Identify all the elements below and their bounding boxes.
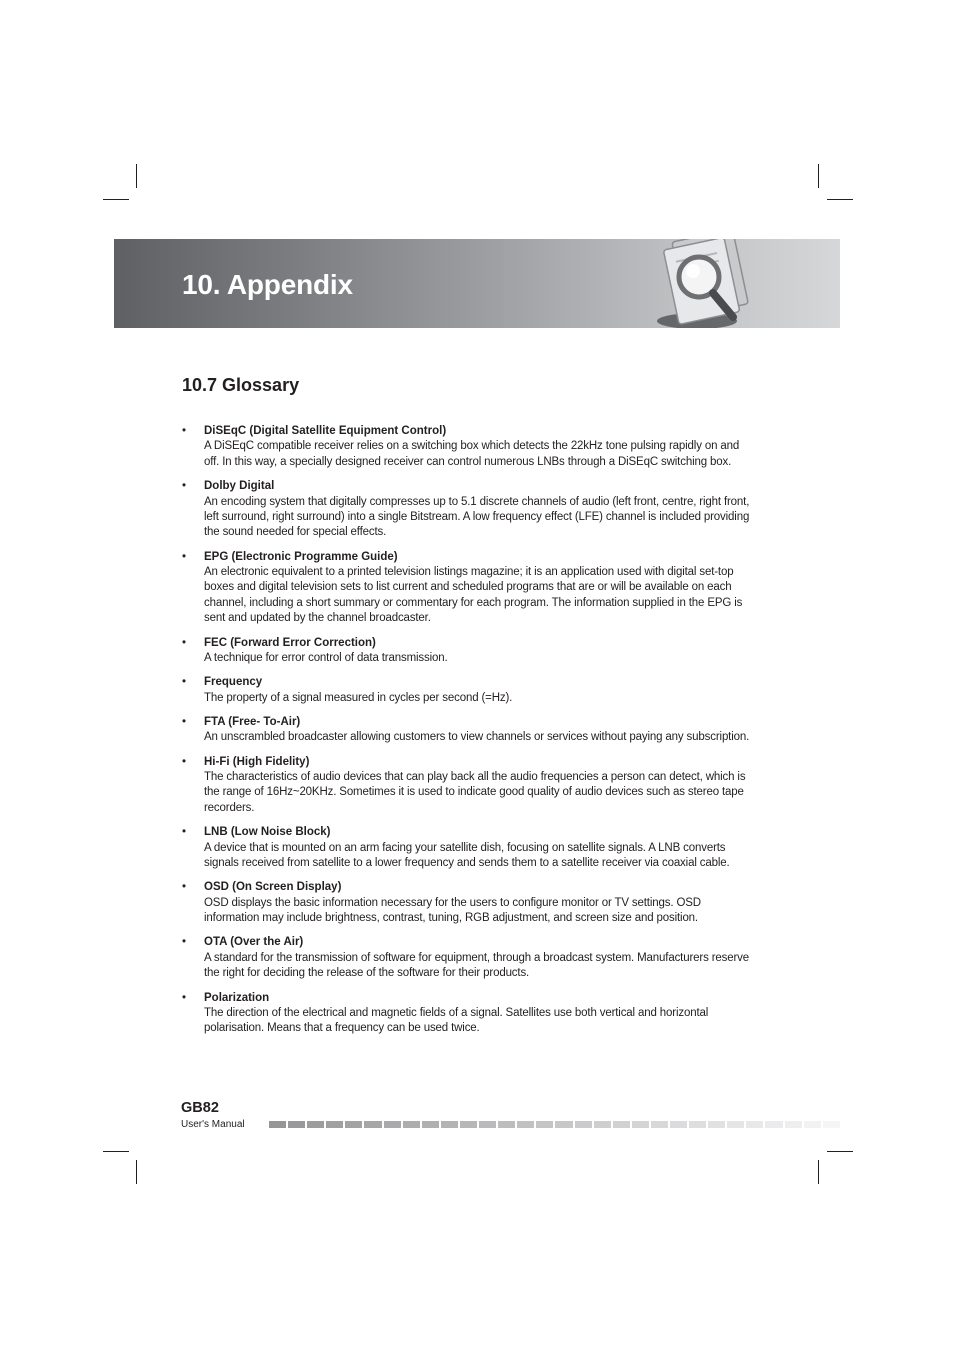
footer-bar-segment [689,1121,706,1128]
footer-bar-segment [651,1121,668,1128]
glossary-definition: An unscrambled broadcaster allowing customers to view channels or services without paying any subscription. [204,731,750,744]
footer-bar-segment [403,1121,420,1128]
glossary-item [182,825,754,871]
glossary-definition: The characteristics of audio devices that can play back all the audio frequencies a person can detect, which is the range of 16Hz~20KHz. Sometimes it is used to indicate good quality of audio devices such as stereo tape recorders. [204,771,746,814]
footer-bar-segment [555,1121,572,1128]
crop-mark [827,199,853,200]
glossary-definition: An electronic equivalent to a printed television listings magazine; it is an application used with digital set-top boxes and digital television sets to list current and scheduled programs that are or will be available on each channel, including a short summary or commentary for each program. The information supplied in the EPG is sent and updated by the channel broadcaster. [204,566,743,625]
crop-mark [827,1151,853,1152]
footer-bar-segment [517,1121,534,1128]
glossary-definition: The direction of the electrical and magnetic fields of a signal. Satellites use both vertical and horizontal polarisation. Means that a frequency can be used twice. [204,1006,709,1035]
bullet: • [182,550,187,563]
footer-bar-segment [632,1121,649,1128]
glossary-term: Hi-Fi (High Fidelity) [204,755,310,768]
glossary-definition: The property of a signal measured in cycles per second (=Hz). [204,691,513,704]
glossary-definition: A technique for error control of data transmission. [204,651,448,664]
glossary-item [182,991,754,1037]
footer-bar-segment [269,1121,286,1128]
bullet: • [182,715,187,728]
footer-bar-segment [575,1121,592,1128]
bullet: • [182,480,187,493]
chapter-title: 10. Appendix [182,269,353,300]
bullet: • [182,755,187,768]
bullet: • [182,881,187,894]
glossary-definition: A device that is mounted on an arm facing your satellite dish, focusing on satellite signals. A LNB converts signals received from satellite to a lower frequency and sends them to a satellite receiver via coaxial cable. [204,841,730,869]
footer-bar-segment [536,1121,553,1128]
bullet: • [182,636,187,649]
footer-bar-segment [441,1121,458,1128]
glossary-term: FTA (Free- To-Air) [204,715,301,728]
glossary-term: LNB (Low Noise Block) [204,826,331,839]
bullet: • [182,936,187,949]
footer-bar-segment [345,1121,362,1128]
glossary-term: Polarization [204,991,270,1004]
glossary-item [182,755,754,817]
glossary-definition: A DiSEqC compatible receiver relies on a switching box which detects the 22kHz tone pulsing rapidly on and off. In this way, a specially designed receiver can control numerous LNBs through a DiSEqC switching box. [204,440,740,468]
footer-bar-segment [364,1121,381,1128]
bullet: • [182,425,187,437]
glossary-item [182,935,754,981]
crop-mark [818,1160,819,1184]
crop-mark [818,164,819,188]
glossary-term: FEC (Forward Error Correction) [204,636,376,649]
glossary-term: Frequency [204,676,263,689]
footer-gradient-bar [269,1121,840,1128]
footer-bar-segment [765,1121,782,1128]
footer-bar-segment [460,1121,477,1128]
glossary-item [182,424,754,470]
bullet: • [182,991,187,1004]
footer-bar-segment [823,1121,840,1128]
glossary-item [182,675,754,706]
crop-mark [136,1160,137,1184]
bullet: • [182,676,187,689]
glossary-definition: An encoding system that digitally compresses up to 5.1 discrete channels of audio (left front, centre, right front, left surround, right surround) into a single Bitstream. A low frequency effect (LFE) channel is included providing the sound needed for special effects. [204,495,750,539]
footer-bar-segment [384,1121,401,1128]
model-name: GB82 [181,1100,219,1116]
crop-mark [136,164,137,188]
section-title: 10.7 Glossary [182,375,300,395]
glossary-term: OSD (On Screen Display) [204,881,342,894]
footer-bar-segment [746,1121,763,1128]
footer-bar-segment [326,1121,343,1128]
footer-bar-segment [479,1121,496,1128]
footer-bar-segment [498,1121,515,1128]
glossary-term: Dolby Digital [204,480,275,493]
glossary-term: OTA (Over the Air) [204,936,304,949]
glossary-term: EPG (Electronic Programme Guide) [204,550,398,563]
crop-mark [103,199,129,200]
footer-bar-segment [804,1121,821,1128]
chapter-banner [114,239,840,328]
crop-mark [103,1151,129,1152]
glossary-item [182,715,754,746]
glossary-item [182,636,754,667]
footer-bar-segment [708,1121,725,1128]
footer-bar-segment [613,1121,630,1128]
manual-label: User's Manual [181,1119,245,1130]
footer-bar-segment [307,1121,324,1128]
footer-bar-segment [727,1121,744,1128]
footer-bar-segment [785,1121,802,1128]
glossary-definition: OSD displays the basic information necessary for the users to configure monitor or TV settings. OSD information may include brightness, contrast, tuning, RGB adjustment, and screen size and position. [204,896,701,925]
glossary-item [182,479,754,541]
footer-bar-segment [422,1121,439,1128]
glossary-definition: A standard for the transmission of software for equipment, through a broadcast system. Manufacturers reserve the right for deciding the release of the software for their products. [204,951,750,980]
footer-bar-segment [594,1121,611,1128]
glossary-term: DiSEqC (Digital Satellite Equipment Control) [204,425,447,437]
footer-bar-segment [670,1121,687,1128]
bullet: • [182,826,187,839]
footer-bar-segment [288,1121,305,1128]
glossary-item [182,880,754,926]
glossary-list [182,424,754,1046]
glossary-item [182,550,754,627]
magnifier-document-icon [641,239,761,328]
